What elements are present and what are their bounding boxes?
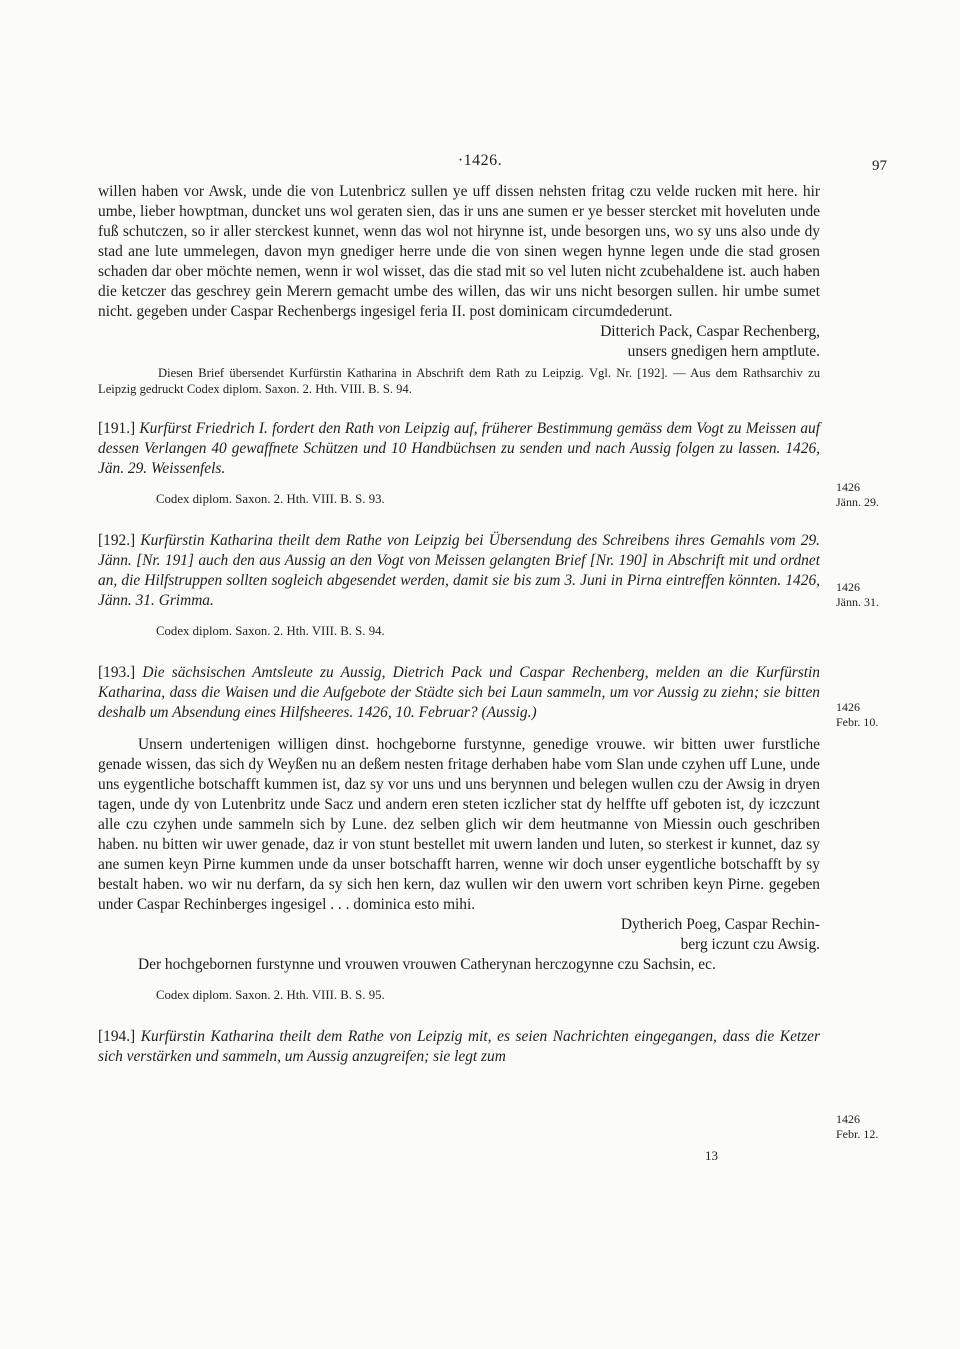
margin-date-day: Jänn. 29. <box>836 495 879 509</box>
page-body <box>98 182 820 1067</box>
entry-number: [192.] <box>98 532 136 549</box>
entry-191-citation: Codex diplom. Saxon. 2. Hth. VIII. B. S. 93. <box>156 492 385 506</box>
margin-date-year: 1426 <box>836 580 860 594</box>
entry-193-signature <box>98 915 820 955</box>
margin-date-day: Febr. 12. <box>836 1127 879 1141</box>
entry-number: [194.] <box>98 1028 136 1045</box>
entry-191-summary <box>98 419 820 479</box>
margin-date-year: 1426 <box>836 700 860 714</box>
entry-192-summary <box>98 531 820 611</box>
entry-191-margin-date <box>836 480 908 510</box>
entry-193-citation: Codex diplom. Saxon. 2. Hth. VIII. B. S. 95. <box>156 988 385 1002</box>
entry-summary: Kurfürst Friedrich I. fordert den Rath von Leipzig auf, früherer Bestimmung gemäss dem Vogt zu Meissen auf dessen Verlangen 40 gewaffnete Schützen und 10 Handbüchsen zu senden und nach Aussig folgen zu lassen. 1426, Jän. 29. Weissenfels. <box>98 420 820 477</box>
entry-193-margin-date <box>836 700 908 730</box>
margin-date-day: Jänn. 31. <box>836 595 879 609</box>
page-number: 97 <box>872 158 887 174</box>
source-note: Diesen Brief übersendet Kurfürstin Katharina in Abschrift dem Rath zu Leipzig. Vgl. Nr. [192]. — Aus dem Rathsarchiv zu Leipzig gedruckt Codex diplom. Saxon. 2. Hth. VIII. B. S. 94. <box>98 366 820 396</box>
entry-194-margin-date <box>836 1112 908 1142</box>
entry-summary: Kurfürstin Katharina theilt dem Rathe von Leipzig mit, es seien Nachrichten eingegangen, dass die Ketzer sich verstärken und sammeln, um Aussig anzugreifen; sie legt zum <box>98 1028 820 1065</box>
running-header-year: ·1426. <box>457 152 503 169</box>
entry-summary: Die sächsischen Amtsleute zu Aussig, Dietrich Pack und Caspar Rechenberg, melden an die Kurfürstin Katharina, dass die Waisen und die Aufgebote der Städte sich bei Laun sammeln, um vor Aussig zu ziehn; sie bitten deshalb um Absendung eines Hilfsheeres. 1426, 10. Februar? (Aussig.) <box>98 664 820 721</box>
entry-192-margin-date <box>836 580 908 610</box>
signature-line: unsers gnedigen hern amptlute. <box>627 343 820 360</box>
continuation-signature <box>98 322 820 362</box>
margin-date-year: 1426 <box>836 1112 860 1126</box>
entry-number: [193.] <box>98 664 136 681</box>
entry-194-summary <box>98 1027 820 1067</box>
signature-line: berg iczunt czu Awsig. <box>680 936 820 953</box>
margin-date-year: 1426 <box>836 480 860 494</box>
signature-line: Ditterich Pack, Caspar Rechenberg, <box>600 323 820 340</box>
signature-line: Dytherich Poeg, Caspar Rechin- <box>620 916 820 933</box>
entry-number: [191.] <box>98 420 136 437</box>
entry-summary: Kurfürstin Katharina theilt dem Rathe von Leipzig bei Übersendung des Schreibens ihres Gemahls vom 29. Jänn. [Nr. 191] auch den aus Aussig an den Vogt von Meissen gelangten Brief [Nr. 190] in Abschrift mit und ordnet an, die Hilfstruppen sollten sogleich abgesendet werden, damit sie bis zum 3. Juni in Pirna eintreffen könnten. 1426, Jänn. 31. Grimma. <box>98 532 820 609</box>
entry-193-summary <box>98 663 820 723</box>
sheet-signature: 13 <box>705 1148 718 1163</box>
entry-193-letter: Unsern undertenigen willigen dinst. hochgeborne furstynne, genedige vrouwe. wir bitten uwer furstliche genade wissen, das sich dy Weyßen nu an deßem nesten fritage derhaben habe vom Slan unde czyhen uff Lune, unde uns eygentliche botschafft kummen ist, daz sy vor uns und uns berynnen und belegen wullen czu der Awsig in dryen tagen, unde dy von Lutenbritz unde Sacz und andern eren steten iczlicher stat dy helffte uff geboten ist, dy iczczunt alle czu czyhen unde sammeln sich by Lune. dez selben glich wir dem heutmanne von Miessin ouch geschriben haben. nu bitten wir uwer genade, daz ir von stunt bestellet mit uwern landen und luten, so sterkest ir kunnet, daz sy ane sumen keyn Pirne kummen unde da unser botschafft harren, wenne wir doch unser eygentliche botschafft by sy bestalt haben. wo wir nu derfarn, da sy sich hen kern, daz wullen wir den uwern vort schriben keyn Pirne. gegeben under Caspar Rechinberges ingesigel . . . dominica esto mihi. <box>98 736 820 913</box>
continuation-text: willen haben vor Awsk, unde die von Lutenbricz sullen ye uff dissen nehsten fritag czu velde rucken mit here. hir umbe, lieber howptman, duncket uns wol geraten sien, das ir uns ane sumen er ye besser stercket mit hoveluten unde fuß schutczen, so ir aller sterckest kunnet, wenn das wol not hirynne ist, unde besorgen uns, wo sy uns also unde dy stad ane lute ummelegen, davon myn gnediger herre unde die von sinen wegen hynne legen unde die stad grosen schaden dar ober möchte nemen, wenn ir wol wisset, das die stad mit so vel luten nicht zcubehaldene ist. auch haben die ketczer das geschrey gein Merern gemacht umbe des willen, das wir uns nicht besorgen sullen. hir umbe sumet nicht. gegeben under Caspar Rechenbergs ingesigel feria II. post dominicam circumdederunt. <box>98 183 820 320</box>
entry-192-citation: Codex diplom. Saxon. 2. Hth. VIII. B. S. 94. <box>156 624 385 638</box>
entry-193-address: Der hochgebornen furstynne und vrouwen vrouwen Catherynan herczogynne czu Sachsin, ec. <box>138 956 716 973</box>
margin-date-day: Febr. 10. <box>836 715 879 729</box>
